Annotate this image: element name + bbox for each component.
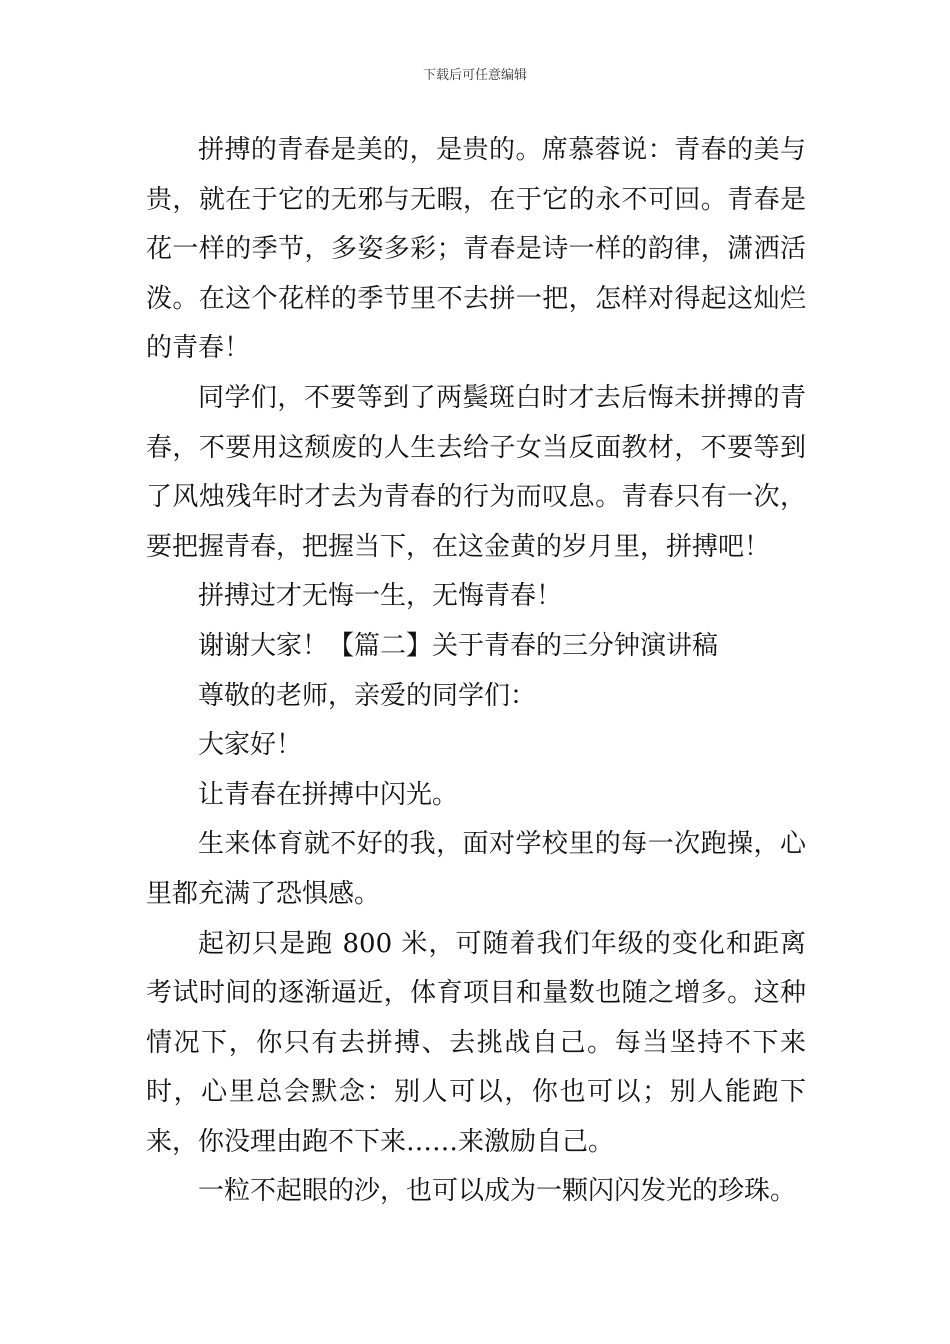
paragraph-7: 让青春在拼搏中闪光。 bbox=[198, 779, 459, 810]
paragraph-2: 同学们，不要等到了两鬓斑白时才去后悔未拼搏的青春，不要用这颓废的人生去给子女当反面教材，不要等到了风烛残年时才去为青春的行为而叹息。青春只有一次，要把握青春，把握当下，在这金黄的岁月里，拼搏吧！ bbox=[146, 382, 806, 562]
paragraph-8: 生来体育就不好的我，面对学校里的每一次跑操，心里都充满了恐惧感。 bbox=[146, 829, 806, 909]
paragraph-3: 拼搏过才无悔一生，无悔青春！ bbox=[198, 581, 563, 612]
paragraph-9: 起初只是跑 800 米，可随着我们年级的变化和距离考试时间的逐渐逼近，体育项目和量数也随之增多。这种情况下，你只有去拼搏、去挑战自己。每当坚持不下来时，心里总会默念：别人可以，你也可以；别人能跑下来，你没理由跑不下来……来激励自己。 bbox=[146, 928, 806, 1157]
paragraph-1: 拼搏的青春是美的，是贵的。席慕蓉说：青春的美与贵，就在于它的无邪与无暇，在于它的永不可回。青春是花一样的季节，多姿多彩；青春是诗一样的韵律，潇洒活泼。在这个花样的季节里不去拼一把，怎样对得起这灿烂的青春！ bbox=[146, 135, 806, 364]
page-header: 下载后可任意编辑 bbox=[422, 68, 527, 83]
paragraph-10: 一粒不起眼的沙，也可以成为一颗闪闪发光的珍珠。 bbox=[198, 1176, 797, 1207]
document-body bbox=[146, 126, 806, 1217]
paragraph-5: 尊敬的老师，亲爱的同学们： bbox=[198, 680, 537, 711]
paragraph-4: 谢谢大家！【篇二】关于青春的三分钟演讲稿 bbox=[198, 630, 719, 661]
paragraph-6: 大家好！ bbox=[198, 730, 303, 761]
